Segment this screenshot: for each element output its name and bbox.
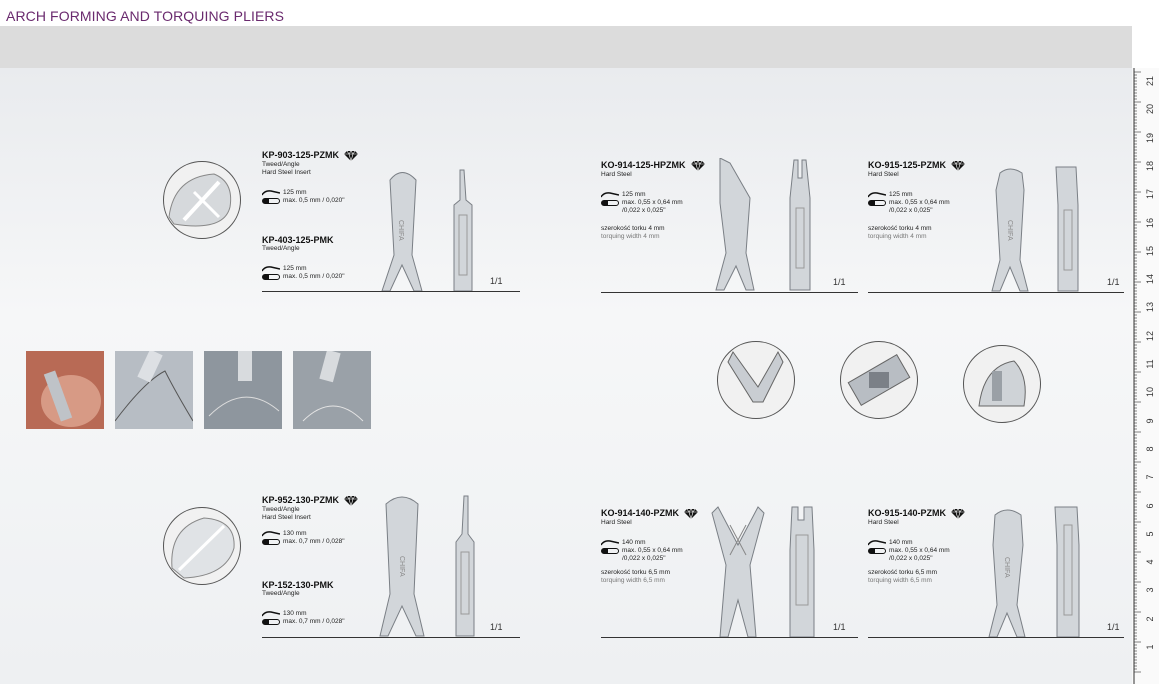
closeup-joint-ko914 [840, 341, 918, 419]
ruler-number: 6 [1145, 503, 1155, 509]
photo-wire-bend-2 [204, 351, 282, 429]
product-code: KP-952-130-PZMK [262, 495, 359, 506]
ruler-number: 18 [1145, 160, 1155, 171]
ruler-number: 21 [1145, 76, 1155, 87]
product-desc: Hard Steel Insert [262, 168, 311, 176]
product-code: KO-914-125-HPZMK [601, 160, 706, 171]
product-length: 125 mm [889, 190, 913, 198]
product-wire-inch: /0,022 x 0,025" [622, 554, 666, 562]
diamond-icon [950, 161, 966, 171]
ruler-number: 4 [1145, 559, 1155, 565]
length-icon [601, 192, 619, 198]
ruler-number: 19 [1145, 132, 1155, 143]
ruler-number: 12 [1145, 330, 1155, 341]
ruler-number: 1 [1145, 644, 1155, 650]
length-icon [601, 540, 619, 546]
product-length: 140 mm [622, 538, 646, 546]
product-desc: Hard Steel [601, 170, 632, 178]
torque-width-en: torquing width 4 mm [868, 232, 927, 240]
length-icon [262, 611, 280, 617]
closeup-head-ko914 [717, 341, 795, 419]
baseline [601, 637, 858, 638]
ruler-number: 20 [1145, 104, 1155, 115]
baseline [601, 292, 858, 293]
ruler-number: 2 [1145, 616, 1155, 622]
product-ko-914-125 [601, 160, 706, 241]
ruler-number: 9 [1145, 418, 1155, 424]
product-wire-inch: /0,022 x 0,025" [889, 554, 933, 562]
ruler-number: 14 [1145, 274, 1155, 285]
ruler-number: 15 [1145, 245, 1155, 256]
product-ko-915-125 [868, 160, 966, 241]
scale-label: 1/1 [833, 277, 846, 287]
product-desc: Tweed/Angle [262, 245, 300, 252]
wire-icon [262, 274, 280, 280]
length-icon [868, 192, 886, 198]
product-code: KP-152-130-PMK [262, 580, 334, 590]
baseline [868, 637, 1124, 638]
wire-icon [601, 200, 619, 206]
torque-width-en: torquing width 6,5 mm [601, 576, 665, 584]
closeup-head-ko915 [963, 345, 1041, 423]
scale-label: 1/1 [1107, 622, 1120, 632]
product-length: 125 mm [283, 265, 307, 272]
product-desc: Hard Steel [868, 518, 899, 526]
ruler-number: 3 [1145, 587, 1155, 593]
brand-mark: CHIFA [1003, 557, 1010, 578]
length-icon [262, 531, 280, 537]
product-kp-403 [262, 235, 345, 281]
product-kp-152 [262, 580, 345, 626]
diamond-icon [343, 151, 359, 161]
ruler-number: 10 [1145, 387, 1155, 398]
product-wire: max. 0,55 x 0,64 mm [622, 198, 683, 206]
torque-width-pl: szerokość torku 4 mm [868, 224, 932, 232]
torque-width-pl: szerokość torku 6,5 mm [868, 568, 937, 576]
product-wire: max. 0,55 x 0,64 mm [622, 546, 683, 554]
diamond-icon [683, 509, 699, 519]
product-wire: max. 0,7 mm / 0,028" [283, 537, 345, 545]
wire-icon [262, 619, 280, 625]
photo-wire-bend-3 [293, 351, 371, 429]
torque-width-pl: szerokość torku 6,5 mm [601, 568, 670, 576]
photo-wire-bend-1 [115, 351, 193, 429]
product-desc: Tweed/Angle [262, 505, 300, 513]
product-code: KO-915-125-PZMK [868, 160, 966, 171]
product-code: KP-403-125-PMK [262, 235, 334, 245]
product-length: 130 mm [283, 529, 307, 537]
pliers-image-ko915-140 [985, 505, 1093, 639]
length-icon [262, 190, 280, 196]
photo-hand-pliers [26, 351, 104, 429]
ruler-number: 16 [1145, 217, 1155, 228]
wire-icon [868, 200, 886, 206]
diamond-icon [950, 509, 966, 519]
product-desc: Tweed/Angle [262, 590, 300, 597]
ruler-number: 11 [1145, 359, 1155, 369]
scale-label: 1/1 [490, 622, 503, 632]
product-wire: max. 0,7 mm / 0,028" [283, 618, 345, 625]
wire-icon [601, 548, 619, 554]
closeup-tip-kp903 [163, 161, 241, 239]
torque-width-en: torquing width 6,5 mm [868, 576, 932, 584]
ruler-number: 8 [1145, 446, 1155, 452]
baseline [868, 292, 1124, 293]
pliers-image-ko914-125 [712, 158, 822, 292]
product-wire: max. 0,5 mm / 0,020" [283, 273, 345, 280]
product-desc: Hard Steel [868, 170, 899, 178]
product-wire: max. 0,55 x 0,64 mm [889, 546, 950, 554]
brand-mark: CHIFA [1006, 220, 1013, 241]
closeup-tip-kp952 [163, 507, 241, 585]
diamond-icon [343, 496, 359, 506]
length-icon [868, 540, 886, 546]
pliers-image-ko914-140 [708, 505, 828, 639]
baseline [262, 637, 520, 638]
ruler-number: 5 [1145, 531, 1155, 537]
wire-icon [262, 539, 280, 545]
scale-label: 1/1 [490, 276, 503, 286]
pliers-image-ko915-125 [988, 165, 1093, 293]
torque-width-en: torquing width 4 mm [601, 232, 660, 240]
page-title: ARCH FORMING AND TORQUING PLIERS [6, 8, 285, 24]
scale-label: 1/1 [833, 622, 846, 632]
product-length: 125 mm [283, 188, 307, 196]
brand-mark: CHIFA [397, 220, 404, 241]
product-desc: Hard Steel [601, 518, 632, 526]
product-length: 125 mm [622, 190, 646, 198]
diamond-icon [690, 161, 706, 171]
length-icon [262, 266, 280, 272]
scale-label: 1/1 [1107, 277, 1120, 287]
product-wire-inch: /0,022 x 0,025" [889, 206, 933, 214]
ruler-number: 17 [1145, 189, 1155, 200]
product-wire-inch: /0,022 x 0,025" [622, 206, 666, 214]
product-kp-903 [262, 150, 359, 205]
product-code: KO-915-140-PZMK [868, 508, 966, 519]
pliers-image-kp903 [372, 165, 487, 293]
baseline [262, 291, 520, 292]
ruler-number: 13 [1145, 302, 1155, 313]
torque-width-pl: szerokość torku 4 mm [601, 224, 665, 232]
ruler-number: 7 [1145, 474, 1155, 480]
product-kp-952 [262, 495, 359, 546]
wire-icon [262, 198, 280, 204]
wire-icon [868, 548, 886, 554]
product-code: KP-903-125-PZMK [262, 150, 359, 161]
product-ko-914-140 [601, 508, 699, 585]
brand-mark: CHIFA [398, 556, 405, 577]
product-length: 140 mm [889, 538, 913, 546]
product-length: 130 mm [283, 610, 307, 617]
pliers-image-kp952 [372, 494, 487, 638]
product-desc: Tweed/Angle [262, 160, 300, 168]
header-band [0, 26, 1132, 68]
product-wire: max. 0,55 x 0,64 mm [889, 198, 950, 206]
product-ko-915-140 [868, 508, 966, 585]
measurement-ruler [1132, 68, 1159, 684]
product-wire: max. 0,5 mm / 0,020" [283, 196, 345, 204]
product-desc: Hard Steel Insert [262, 513, 311, 521]
product-code: KO-914-140-PZMK [601, 508, 699, 519]
